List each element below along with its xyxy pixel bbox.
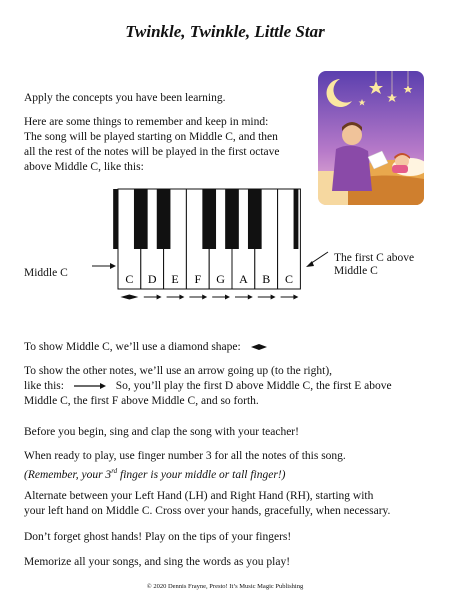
arrow-line-lead: like this:	[24, 380, 64, 392]
finger-reminder-sup: rd	[111, 467, 118, 475]
note-label: E	[171, 272, 179, 286]
intro-text: Apply the concepts you have been learning.	[24, 92, 226, 104]
black-key	[248, 189, 262, 249]
arrow-paragraph	[24, 364, 392, 409]
black-key	[157, 189, 171, 249]
arrow-line: Middle C, the first F above Middle C, and so forth.	[24, 395, 259, 407]
reminder-line: Here are some things to remember and keep in mind:	[24, 116, 269, 128]
arrowhead-icon	[271, 295, 276, 300]
note-label: C	[125, 272, 134, 286]
arrowhead-icon	[225, 295, 230, 300]
arrowhead-icon	[110, 263, 116, 269]
first-c-pointer-arrow	[310, 252, 328, 264]
finger-reminder	[24, 464, 346, 483]
black-key	[202, 189, 216, 249]
arrowhead-icon	[293, 295, 298, 300]
finger-line: When ready to play, use finger number 3 for all the notes of this song.	[24, 450, 346, 462]
arrowhead-icon	[202, 295, 207, 300]
black-key	[294, 189, 299, 249]
note-label: G	[216, 272, 225, 286]
finger-paragraph	[24, 449, 346, 483]
black-key	[225, 189, 239, 249]
alternate-paragraph	[24, 489, 390, 519]
arrowhead-icon	[248, 295, 253, 300]
black-key	[113, 189, 118, 249]
keyboard-diagram	[0, 180, 450, 310]
memorize-text: Memorize all your songs, and sing the words as you play!	[24, 556, 291, 568]
page-title: Twinkle, Twinkle, Little Star	[125, 22, 325, 41]
copyright-footer: © 2020 Dennis Frayne, Presto! It’s Music Magic Publishing	[146, 583, 304, 590]
note-label: A	[239, 272, 248, 286]
diamond-icon	[120, 295, 138, 300]
arrow-line-rest: So, you’ll play the first D above Middle C, the first E above	[115, 380, 392, 392]
alternate-line: Alternate between your Left Hand (LH) and Right Hand (RH), starting with	[24, 490, 374, 502]
reminder-line: The song will be played starting on Middle C, and then	[24, 131, 278, 143]
label-middle-c: Middle C	[24, 267, 68, 279]
reminder-line: above Middle C, like this:	[24, 161, 144, 173]
finger-reminder-b: finger is your middle or tall finger!)	[117, 468, 286, 481]
finger-reminder-a: (Remember, your 3	[24, 468, 112, 481]
label-first-c-above	[334, 252, 414, 278]
label-first-c-line: The first C above	[334, 252, 415, 264]
diamond-text	[24, 340, 268, 355]
before-text: Before you begin, sing and clap the song with your teacher!	[24, 426, 299, 438]
black-key	[134, 189, 148, 249]
arrow-line	[24, 379, 392, 394]
reminder-line: all the rest of the notes will be played in the first octave	[24, 146, 280, 158]
label-first-c-line: Middle C	[334, 265, 378, 277]
reminder-paragraph	[24, 115, 279, 175]
ghost-text: Don’t forget ghost hands! Play on the tips of your fingers!	[24, 531, 292, 543]
diamond-icon	[250, 343, 268, 351]
arrowhead-icon	[179, 295, 184, 300]
note-label: F	[194, 272, 202, 286]
alternate-line: your left hand on Middle C. Cross over your hands, gracefully, when necessary.	[24, 505, 391, 517]
note-label: B	[262, 272, 271, 286]
note-label: D	[147, 272, 157, 286]
arrow-line: To show the other notes, we’ll use an arrow going up (to the right),	[24, 365, 333, 377]
diamond-sentence: To show Middle C, we’ll use a diamond shape:	[24, 341, 241, 353]
note-label: C	[284, 272, 294, 286]
arrowhead-icon	[157, 295, 162, 300]
right-arrow-icon	[73, 382, 107, 390]
